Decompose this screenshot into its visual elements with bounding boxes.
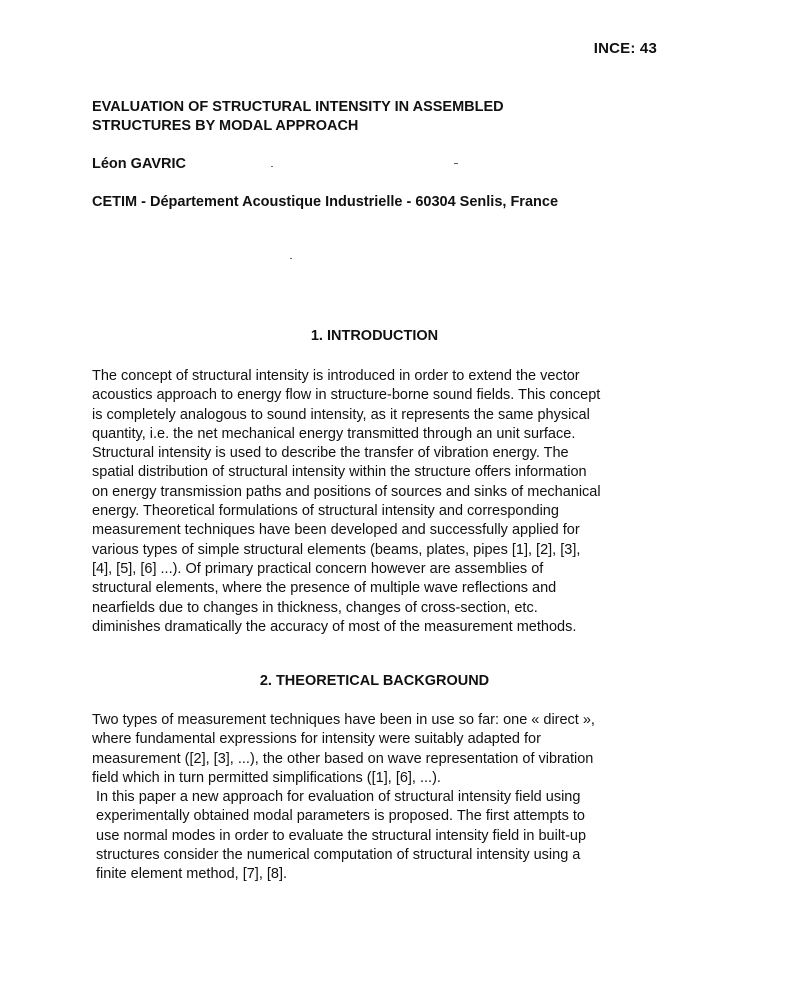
paragraph-new-approach xyxy=(92,788,671,884)
text-line: structures consider the numerical computation of structural intensity using a xyxy=(96,846,581,863)
paper-code: INCE: 43 xyxy=(593,40,657,57)
text-line: spatial distribution of structural intensity within the structure offers information xyxy=(92,464,587,481)
paper-title xyxy=(92,98,504,136)
text-line: The concept of structural intensity is introduced in order to extend the vector xyxy=(92,368,580,384)
paragraph-measurement-techniques xyxy=(92,711,667,788)
text-line: structural elements, where the presence of multiple wave reflections and xyxy=(92,580,557,597)
title-line: STRUCTURES BY MODAL APPROACH xyxy=(92,118,359,134)
text-line: field which in turn permitted simplifications ([1], [6], ...). xyxy=(92,769,441,786)
text-line: use normal modes in order to evaluate the structural intensity field in built-up xyxy=(96,827,587,844)
text-line: In this paper a new approach for evaluation of structural intensity field using xyxy=(96,789,581,805)
text-line: on energy transmission paths and positions of sources and sinks of mechanical xyxy=(92,483,601,500)
text-line: Structural intensity is used to describe the transfer of vibration energy. The xyxy=(92,445,569,462)
text-line: energy. Theoretical formulations of structural intensity and corresponding xyxy=(92,503,559,520)
text-line: where fundamental expressions for intensity were suitably adapted for xyxy=(92,731,541,748)
text-line: measurement techniques have been developed and successfully applied for xyxy=(92,522,580,539)
scan-speck xyxy=(290,258,292,259)
text-line: Two types of measurement techniques have been in use so far: one « direct », xyxy=(92,712,595,728)
text-line: diminishes dramatically the accuracy of most of the measurement methods. xyxy=(92,618,577,635)
text-line: finite element method, [7], [8]. xyxy=(96,866,288,883)
paragraph-introduction xyxy=(92,367,667,637)
text-line: experimentally obtained modal parameters is proposed. The first attempts to xyxy=(96,808,585,825)
text-line: nearfields due to changes in thickness, changes of cross-section, etc. xyxy=(92,599,538,616)
title-line: EVALUATION OF STRUCTURAL INTENSITY IN ASSEMBLED xyxy=(92,99,504,115)
author-name: Léon GAVRIC xyxy=(92,156,186,172)
section-heading-introduction: 1. INTRODUCTION xyxy=(310,328,439,344)
scan-speck xyxy=(271,166,273,167)
section-heading-theoretical-background: 2. THEORETICAL BACKGROUND xyxy=(259,673,490,689)
scan-speck xyxy=(454,163,458,164)
text-line: is completely analogous to sound intensity, as it represents the same physical xyxy=(92,406,590,423)
text-line: [4], [5], [6] ...). Of primary practical concern however are assemblies of xyxy=(92,560,544,577)
text-line: measurement ([2], [3], ...), the other based on wave representation of vibration xyxy=(92,750,594,767)
text-line: various types of simple structural elements (beams, plates, pipes [1], [2], [3], xyxy=(92,541,581,558)
text-line: acoustics approach to energy flow in structure-borne sound fields. This concept xyxy=(92,387,601,404)
text-line: quantity, i.e. the net mechanical energy transmitted through an unit surface. xyxy=(92,425,576,442)
author-affiliation: CETIM - Département Acoustique Industrielle - 60304 Senlis, France xyxy=(92,194,559,210)
